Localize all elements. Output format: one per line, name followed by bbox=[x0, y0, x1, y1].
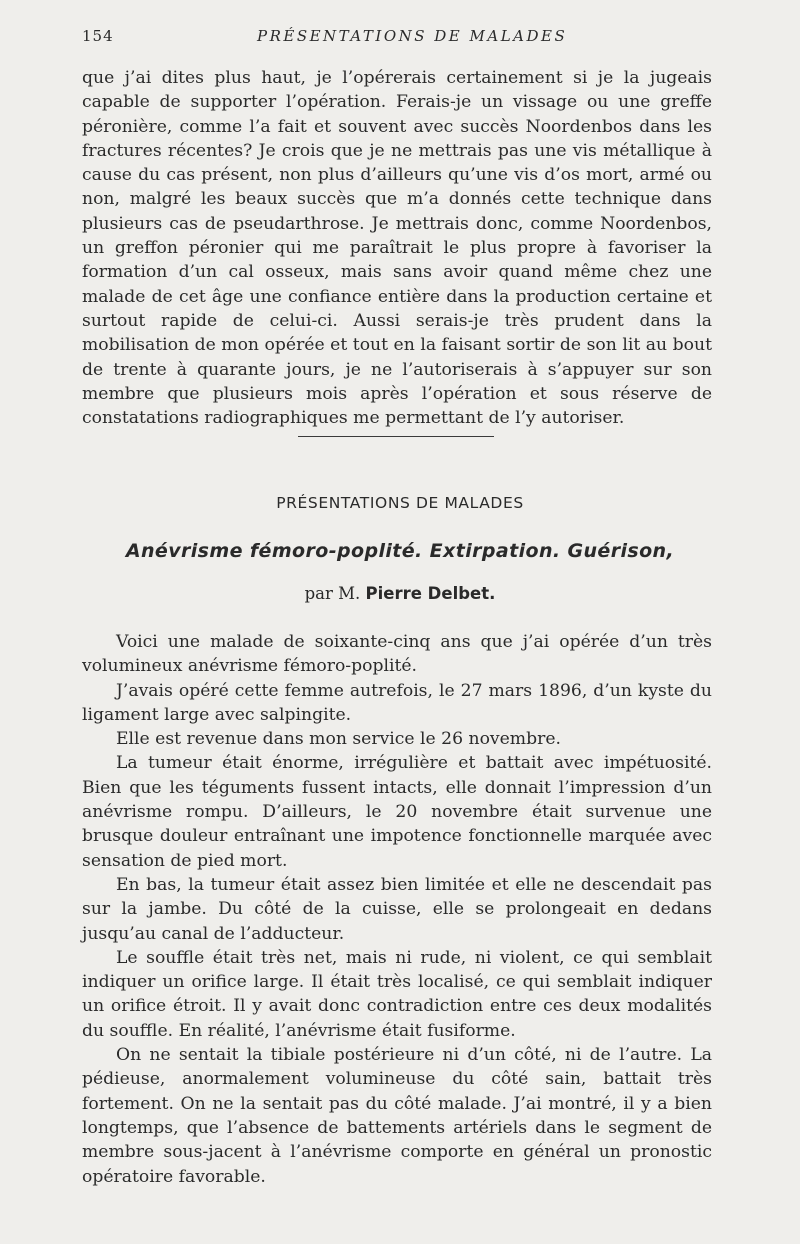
byline-prefix: par M. bbox=[304, 584, 361, 603]
article-title: Anévrisme fémoro-poplité. Extirpation. Guérison, bbox=[125, 540, 675, 562]
body-paragraph: On ne sentait la tibiale postérieure ni d’un côté, ni de l’autre. La pédieuse, anormalement volumineuse du côté sain, battait très fortement. On ne la sentait pas du côté malade. J’ai montré, il y a bien longtemps, que l’absence de battements artériels dans le segment de membre sous-jacent à l’anévrisme comporte en général un pronostic opératoire favorable. bbox=[82, 1045, 712, 1187]
intro-paragraph: que j’ai dites plus haut, je l’opérerais certainement si je la jugeais capable de supporter l’opération. Ferais-je un vissage ou une greffe péronière, comme l’a fait et souvent avec succès Noordenbos dans les fractures récentes? Je crois que je ne mettrais pas une vis métallique à cause du cas présent, non plus d’ailleurs qu’une vis d’os mort, armé ou non, malgré les beaux succès que m’a donnés cette technique dans plusieurs cas de pseudarthrose. Je mettrais donc, comme Noordenbos, un greffon péronier qui me paraîtrait le plus propre à favoriser la formation d’un cal osseux, mais sans avoir quand même chez une malade de cet âge une confiance entière dans la production certaine et surtout rapide de celui-ci. Aussi serais-je très prudent dans la mobilisation de mon opérée et tout en la faisant sortir de son lit au bout de trente à quarante jours, je ne l’autoriserais à s’appuyer sur son membre que plusieurs mois après l’opération et sous réserve de constatations radiographiques me permettant de l’y autoriser. bbox=[82, 68, 712, 429]
article-body bbox=[82, 630, 712, 1189]
body-paragraph: J’avais opéré cette femme autrefois, le 27 mars 1896, d’un kyste du ligament large avec salpingite. bbox=[82, 680, 712, 725]
body-paragraph: Voici une malade de soixante-cinq ans que j’ai opérée d’un très volumineux anévrisme fémoro-poplité. bbox=[82, 632, 712, 677]
page-header bbox=[82, 27, 712, 51]
byline-author: Pierre Delbet. bbox=[365, 584, 496, 603]
body-paragraph: Le souffle était très net, mais ni rude, ni violent, ce qui semblait indiquer un orifice large. Il était très localisé, ce qui semblait indiquer un orifice étroit. Il y avait donc contradiction entre ces deux modalités du souffle. En réalité, l’anévrisme était fusiforme. bbox=[82, 947, 712, 1041]
byline bbox=[0, 584, 800, 603]
intro-text-block bbox=[82, 66, 712, 430]
page-number: 154 bbox=[82, 27, 114, 45]
body-paragraph: Elle est revenue dans mon service le 26 novembre. bbox=[116, 729, 561, 750]
body-paragraph: En bas, la tumeur était assez bien limitée et elle ne descendait pas sur la jambe. Du côté de la cuisse, elle se prolongeait en dedans jusqu’au canal de l’adducteur. bbox=[82, 874, 712, 944]
body-paragraph: La tumeur était énorme, irrégulière et battait avec impétuosité. Bien que les téguments fussent intacts, elle donnait l’impression d’un anévrisme rompu. D’ailleurs, le 20 novembre était survenue une brusque douleur entraînant une impotence fonctionnelle marquée avec sensation de pied mort. bbox=[82, 753, 712, 871]
section-divider bbox=[298, 436, 494, 437]
section-title: PRÉSENTATIONS DE MALADES bbox=[276, 494, 524, 512]
running-title: PRÉSENTATIONS DE MALADES bbox=[257, 27, 568, 45]
